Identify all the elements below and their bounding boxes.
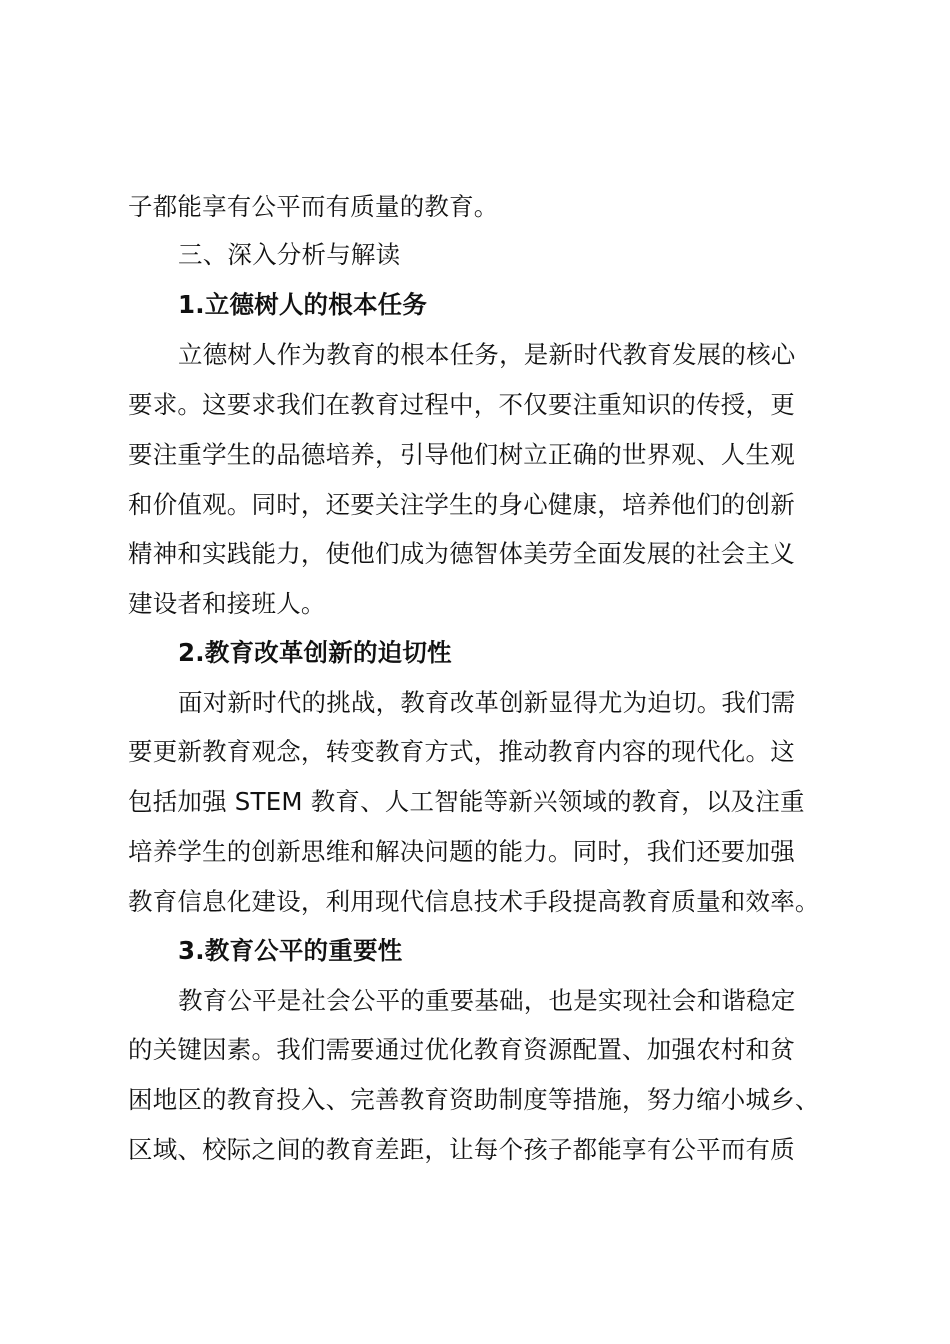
paragraph-line: 区域、校际之间的教育差距，让每个孩子都能享有公平而有质 — [128, 1135, 795, 1164]
paragraph-line: 要更新教育观念，转变教育方式，推动教育内容的现代化。这 — [128, 737, 795, 766]
paragraph-line: 建设者和接班人。 — [128, 589, 326, 618]
paragraph-line: 面对新时代的挑战，教育改革创新显得尤为迫切。我们需 — [178, 688, 796, 717]
subheading-3: 3.教育公平的重要性 — [178, 936, 403, 965]
paragraph-line: 立德树人作为教育的根本任务，是新时代教育发展的核心 — [178, 340, 796, 369]
paragraph-line: 要求。这要求我们在教育过程中，不仅要注重知识的传授，更 — [128, 390, 795, 419]
section-title: 三、深入分析与解读 — [178, 240, 401, 269]
paragraph-line: 要注重学生的品德培养，引导他们树立正确的世界观、人生观 — [128, 440, 795, 469]
paragraph-line: 教育公平是社会公平的重要基础，也是实现社会和谐稳定 — [178, 986, 796, 1015]
paragraph-line: 子都能享有公平而有质量的教育。 — [128, 192, 499, 221]
paragraph-line: 困地区的教育投入、完善教育资助制度等措施，努力缩小城乡、 — [128, 1085, 820, 1114]
subheading-2: 2.教育改革创新的迫切性 — [178, 638, 452, 667]
paragraph-line: 教育信息化建设，利用现代信息技术手段提高教育质量和效率。 — [128, 887, 820, 916]
paragraph-line: 的关键因素。我们需要通过优化教育资源配置、加强农村和贫 — [128, 1035, 795, 1064]
paragraph-line: 和价值观。同时，还要关注学生的身心健康，培养他们的创新 — [128, 490, 795, 519]
paragraph-line: 精神和实践能力，使他们成为德智体美劳全面发展的社会主义 — [128, 539, 795, 568]
subheading-1: 1.立德树人的根本任务 — [178, 290, 428, 319]
paragraph-line: 培养学生的创新思维和解决问题的能力。同时，我们还要加强 — [128, 837, 795, 866]
paragraph-line: 包括加强 STEM 教育、人工智能等新兴领域的教育，以及注重 — [128, 787, 805, 816]
